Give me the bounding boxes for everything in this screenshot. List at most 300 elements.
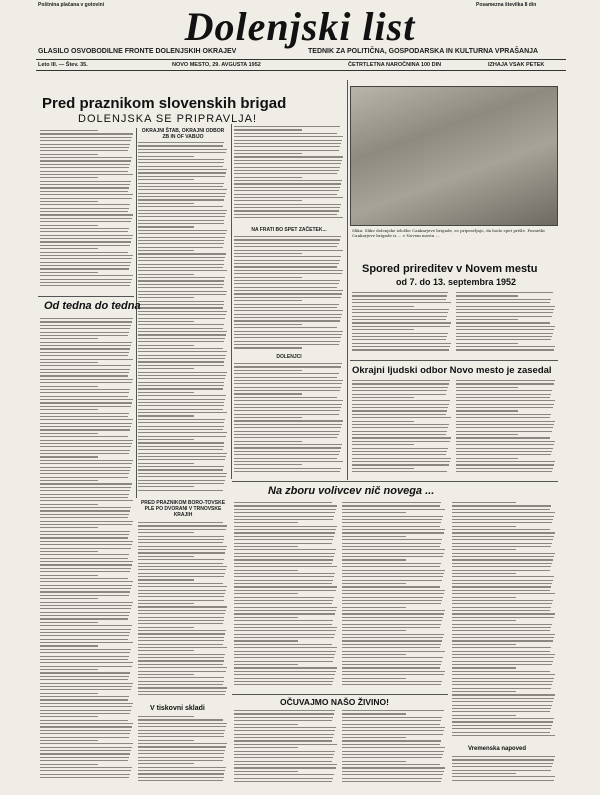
text-line [138, 730, 225, 731]
text-line [352, 394, 446, 395]
text-line [234, 597, 334, 598]
text-line [138, 536, 224, 537]
text-line [234, 627, 337, 628]
text-line [138, 395, 226, 396]
text-line [40, 204, 130, 205]
text-line [234, 383, 342, 384]
text-line [452, 607, 551, 608]
text-line [40, 635, 129, 636]
text-line [352, 441, 450, 442]
text-line [40, 575, 98, 576]
text-line [352, 448, 448, 449]
text-line [138, 230, 227, 231]
text-line [138, 476, 226, 477]
text-line [234, 153, 302, 154]
text-line [342, 603, 441, 604]
text-line [40, 618, 128, 619]
text-line [234, 447, 341, 448]
text-line [138, 569, 226, 570]
text-line [456, 458, 518, 459]
text-line [342, 624, 441, 625]
text-line [40, 666, 132, 667]
text-line [40, 750, 131, 751]
text-line [234, 297, 341, 298]
text-line [40, 625, 132, 626]
text-line [138, 539, 224, 540]
text-line [138, 719, 223, 720]
text-line [40, 379, 133, 380]
text-line [138, 284, 224, 285]
text-line [456, 471, 552, 472]
text-line [352, 312, 448, 313]
text-line [234, 512, 335, 513]
text-line [234, 516, 334, 517]
text-line [40, 406, 131, 407]
text-line [234, 774, 334, 775]
text-line [452, 603, 552, 604]
text-line [138, 311, 227, 312]
text-line [40, 282, 131, 283]
text-line [352, 302, 451, 303]
text-line [138, 684, 223, 685]
text-line [352, 326, 450, 327]
text-line [40, 578, 128, 579]
text-line [138, 334, 226, 335]
text-line [138, 375, 226, 376]
text-line [40, 473, 129, 474]
text-line [234, 461, 343, 462]
text-line [138, 483, 224, 484]
text-line [234, 603, 332, 604]
text-line [40, 470, 130, 471]
text-line [40, 558, 128, 559]
text-line [234, 133, 337, 134]
text-line [234, 771, 298, 772]
text-line [452, 583, 552, 584]
text-line [40, 137, 132, 138]
text-line [40, 490, 130, 491]
column-divider [347, 80, 348, 480]
text-line [234, 767, 336, 768]
text-line [40, 321, 132, 322]
text-line [352, 414, 446, 415]
text-line [138, 456, 226, 457]
text-line [138, 412, 227, 413]
text-line [234, 624, 332, 625]
text-line [40, 504, 98, 505]
issue-number: Leto III. — Štev. 35. [38, 62, 88, 68]
text-line [342, 637, 443, 638]
text-line [138, 145, 223, 146]
text-line [138, 186, 223, 187]
text-line [452, 539, 553, 540]
text-line [40, 527, 98, 528]
text-line [452, 522, 552, 523]
text-line [342, 617, 443, 618]
text-line [234, 471, 340, 472]
text-line [40, 608, 131, 609]
text-line [138, 600, 224, 601]
text-line [452, 570, 550, 571]
text-line [234, 400, 343, 401]
text-line [342, 657, 443, 658]
price-note: Posamezna številka 8 din [476, 2, 537, 8]
text-line [452, 756, 555, 757]
text-line [456, 417, 550, 418]
text-line [40, 524, 132, 525]
text-line [234, 451, 340, 452]
ocuvajmo-text-col1 [234, 710, 338, 786]
text-line [234, 559, 333, 560]
text-line [342, 717, 442, 718]
text-line [234, 764, 337, 765]
text-line [352, 309, 449, 310]
text-line [234, 464, 302, 465]
text-line [138, 746, 226, 747]
text-line [456, 451, 552, 452]
text-line [40, 272, 98, 273]
text-line [456, 312, 553, 313]
column-divider [231, 124, 232, 479]
text-line [40, 774, 130, 775]
text-line [342, 576, 443, 577]
text-line [452, 735, 555, 736]
text-line [138, 446, 224, 447]
text-line [40, 245, 130, 246]
text-line [138, 593, 225, 594]
text-line [40, 372, 129, 373]
text-line [138, 399, 225, 400]
pred-praznikom-text [138, 522, 228, 702]
text-line [452, 637, 554, 638]
text-line [352, 464, 449, 465]
text-line [234, 519, 333, 520]
text-line [138, 490, 223, 491]
text-line [138, 156, 194, 157]
text-line [138, 287, 223, 288]
text-line [40, 554, 129, 555]
text-line [40, 130, 98, 131]
text-line [40, 602, 133, 603]
text-line [138, 671, 226, 672]
text-line [138, 532, 194, 533]
events-list-left [352, 292, 452, 356]
text-line [40, 483, 132, 484]
text-line [234, 724, 298, 725]
text-line [234, 173, 337, 174]
text-line [40, 211, 128, 212]
text-line [452, 671, 550, 672]
text-line [138, 664, 223, 665]
text-line [138, 162, 224, 163]
text-line [452, 718, 554, 719]
text-line [40, 386, 98, 387]
text-line [40, 568, 131, 569]
text-line [452, 657, 554, 658]
text-line [138, 525, 227, 526]
text-line [40, 669, 98, 670]
text-line [234, 754, 334, 755]
zbor-text-col3 [452, 502, 556, 742]
text-line [342, 651, 445, 652]
text-line [452, 776, 555, 777]
text-line [342, 580, 442, 581]
text-line [342, 526, 440, 527]
text-line [234, 167, 340, 168]
text-line [234, 437, 337, 438]
text-line [456, 302, 550, 303]
text-line [138, 378, 225, 379]
text-line [138, 267, 223, 268]
text-line [342, 640, 442, 641]
text-line [234, 620, 333, 621]
text-line [40, 147, 129, 148]
text-line [452, 502, 516, 503]
text-line [40, 225, 98, 226]
text-line [40, 241, 131, 242]
text-line [234, 320, 340, 321]
text-line [40, 591, 130, 592]
text-line [40, 534, 129, 535]
text-line [456, 448, 553, 449]
text-line [138, 453, 227, 454]
text-line [40, 218, 132, 219]
text-line [40, 355, 128, 356]
text-line [138, 257, 225, 258]
text-line [342, 734, 443, 735]
text-line [234, 417, 302, 418]
text-line [234, 156, 343, 157]
text-line [234, 377, 337, 378]
text-line [234, 250, 343, 251]
ljudski-odbor-headline: Okrajni ljudski odbor Novo mesto je zasedal [352, 365, 552, 376]
text-line [138, 726, 226, 727]
text-line [234, 664, 298, 665]
text-line [234, 634, 335, 635]
text-line [138, 264, 224, 265]
text-line [452, 728, 551, 729]
text-line [456, 329, 554, 330]
text-line [452, 708, 551, 709]
text-line [342, 774, 443, 775]
text-line [342, 724, 440, 725]
text-line [452, 705, 552, 706]
text-line [234, 407, 341, 408]
text-line [234, 337, 341, 338]
text-line [40, 676, 129, 677]
text-line [234, 526, 337, 527]
text-line [234, 414, 339, 415]
text-line [452, 576, 554, 577]
text-line [452, 580, 553, 581]
text-line [234, 243, 339, 244]
text-line [234, 751, 335, 752]
text-line [40, 450, 130, 451]
text-line [342, 740, 441, 741]
text-line [452, 630, 550, 631]
text-line [234, 253, 302, 254]
text-line [40, 342, 132, 343]
text-line [138, 763, 194, 764]
text-line [234, 681, 333, 682]
text-line [138, 767, 226, 768]
text-line [138, 586, 227, 587]
text-line [138, 736, 224, 737]
text-line [234, 177, 302, 178]
text-line [234, 529, 336, 530]
text-line [352, 380, 450, 381]
text-line [138, 617, 224, 618]
text-line [234, 200, 302, 201]
text-line [456, 336, 552, 337]
text-line [342, 539, 442, 540]
text-line [452, 549, 516, 550]
text-line [234, 563, 332, 564]
text-line [234, 393, 302, 394]
subtitle-left: GLASILO OSVOBODILNE FRONTE DOLENJSKIH OKRAJEV [38, 48, 237, 55]
text-line [138, 773, 224, 774]
text-line [138, 361, 224, 362]
text-line [40, 551, 98, 552]
text-line [138, 216, 225, 217]
article-intro-text [40, 130, 134, 292]
text-line [138, 733, 224, 734]
text-line [40, 726, 132, 727]
text-line [40, 268, 129, 269]
text-line [342, 771, 444, 772]
text-line [40, 645, 98, 646]
text-line [138, 351, 227, 352]
text-line [234, 290, 343, 291]
events-title: Spored prireditev v Novem mestu [362, 263, 538, 275]
text-line [456, 414, 551, 415]
text-line [40, 423, 132, 424]
text-line [452, 590, 550, 591]
text-line [138, 345, 194, 346]
text-line [352, 316, 447, 317]
text-line [234, 671, 336, 672]
text-line [352, 431, 447, 432]
text-line [138, 348, 223, 349]
text-line [452, 701, 553, 702]
text-line [138, 196, 225, 197]
text-line [234, 710, 335, 711]
text-line [342, 613, 444, 614]
text-line [138, 723, 227, 724]
text-line [40, 632, 130, 633]
text-line [40, 164, 130, 165]
text-line [342, 634, 444, 635]
text-line [138, 687, 227, 688]
text-line [234, 720, 332, 721]
header-rule-top [36, 59, 566, 60]
text-line [342, 764, 440, 765]
text-line [342, 754, 443, 755]
text-line [234, 347, 302, 348]
text-line [138, 385, 224, 386]
text-line [138, 583, 223, 584]
text-line [452, 573, 516, 574]
text-line [138, 743, 227, 744]
text-line [138, 280, 224, 281]
text-line [138, 220, 224, 221]
text-line [342, 744, 440, 745]
text-line [40, 480, 98, 481]
postage-note: Poštnina plačana v gotovini [38, 2, 105, 8]
text-line [40, 177, 98, 178]
text-line [138, 304, 224, 305]
text-line [234, 546, 298, 547]
section-rule [38, 296, 134, 297]
text-line [234, 246, 337, 247]
text-line [138, 480, 225, 481]
text-line [452, 566, 551, 567]
text-line [234, 136, 343, 137]
text-line [452, 651, 550, 652]
text-line [40, 770, 131, 771]
text-line [40, 494, 129, 495]
text-line [342, 593, 444, 594]
text-line [352, 407, 448, 408]
text-line [138, 240, 224, 241]
text-line [138, 667, 227, 668]
text-line [342, 590, 445, 591]
text-line [40, 456, 98, 457]
text-line [40, 419, 133, 420]
text-line [40, 629, 131, 630]
text-line [40, 672, 130, 673]
text-line [40, 328, 130, 329]
text-line [452, 711, 550, 712]
section-head-dolenjci: DOLENJCI [276, 354, 302, 360]
text-line [234, 287, 337, 288]
text-line [452, 715, 516, 716]
zbor-text-col1 [234, 502, 338, 692]
text-line [40, 487, 131, 488]
text-line [138, 358, 225, 359]
text-line [234, 373, 339, 374]
text-line [40, 140, 131, 141]
text-line [40, 359, 133, 360]
text-line [138, 243, 224, 244]
text-line [234, 129, 302, 130]
text-line [138, 691, 226, 692]
text-line [234, 757, 333, 758]
text-line [40, 703, 133, 704]
text-line [352, 390, 447, 391]
text-line [40, 265, 130, 266]
text-line [234, 543, 332, 544]
text-line [456, 431, 552, 432]
text-line [138, 159, 224, 160]
text-line [234, 727, 336, 728]
text-line [456, 339, 551, 340]
text-line [40, 706, 132, 707]
text-line [40, 544, 132, 545]
text-line [352, 427, 448, 428]
text-line [138, 233, 226, 234]
text-line [234, 283, 339, 284]
text-line [138, 169, 227, 170]
text-line [456, 295, 518, 296]
text-line [234, 424, 342, 425]
text-line [234, 266, 337, 267]
text-line [452, 634, 555, 635]
text-line [40, 429, 130, 430]
text-line [452, 732, 550, 733]
text-line [40, 564, 132, 565]
text-line [452, 600, 553, 601]
